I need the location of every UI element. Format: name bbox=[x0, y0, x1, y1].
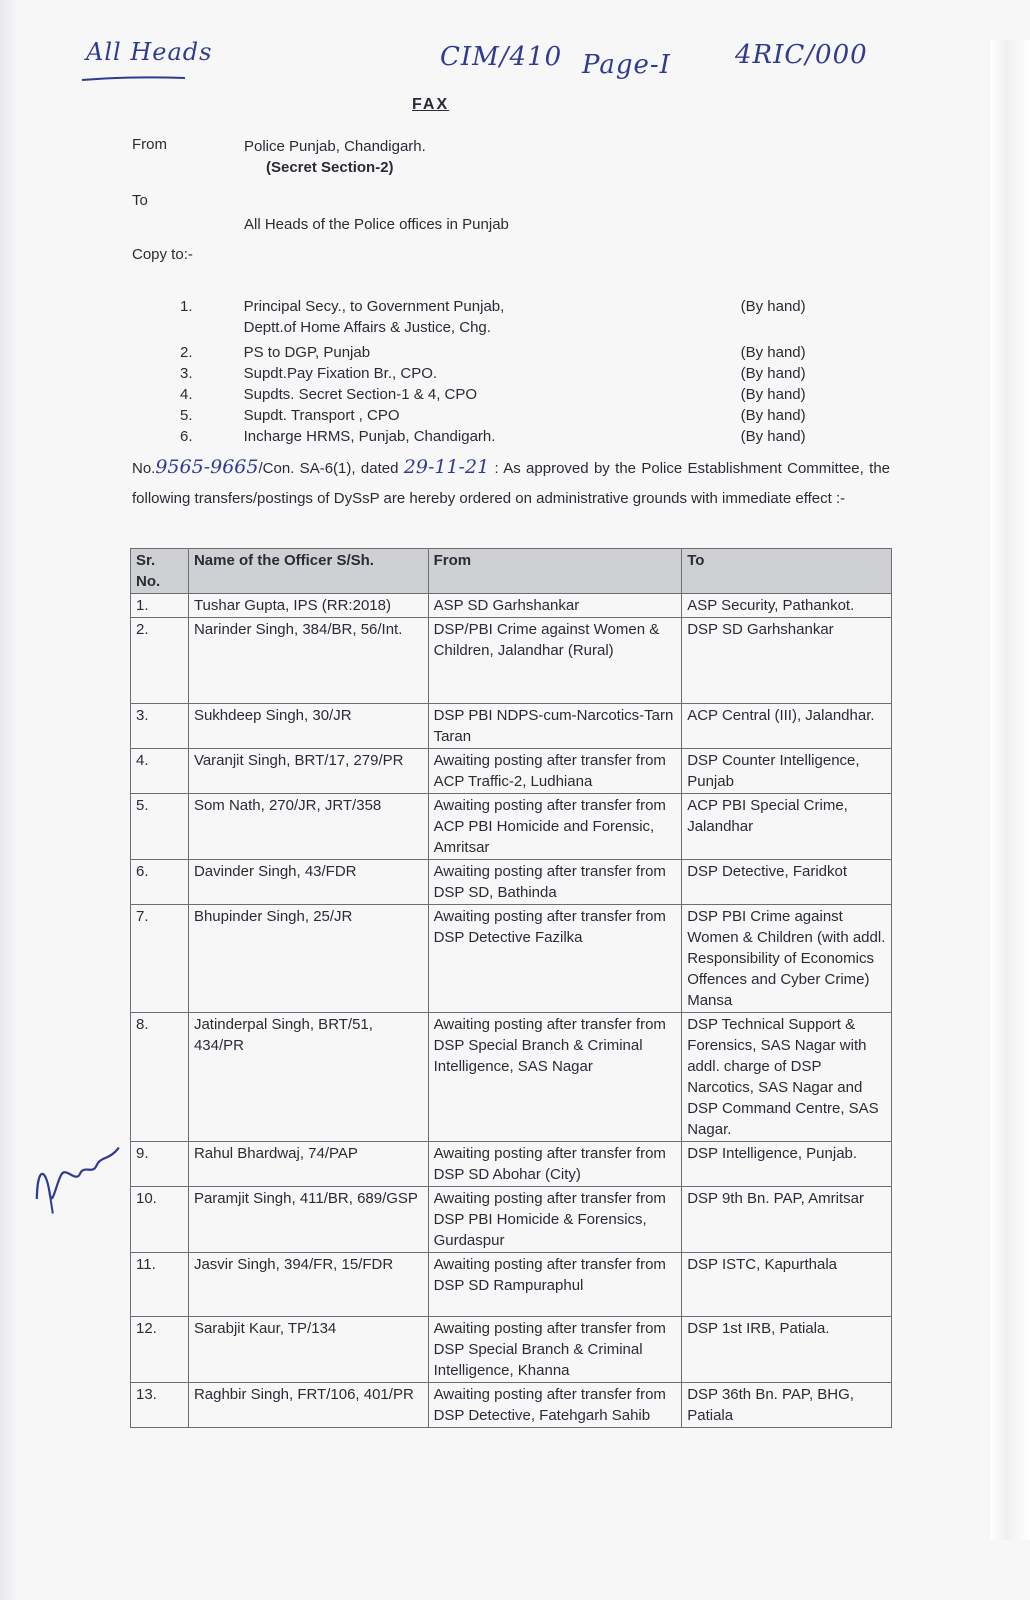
handwritten-file-ref: CIM/410 bbox=[440, 42, 563, 72]
copy-item-mode bbox=[741, 317, 840, 338]
cell-sr: 3. bbox=[131, 704, 189, 749]
table-row bbox=[131, 1013, 892, 1142]
table-row bbox=[131, 1142, 892, 1187]
copy-item-number: 3. bbox=[180, 365, 193, 382]
cell-name: Som Nath, 270/JR, JRT/358 bbox=[188, 794, 428, 860]
handwritten-order-date: 29-11-21 bbox=[403, 456, 490, 478]
cell-name: Sarabjit Kaur, TP/134 bbox=[188, 1317, 428, 1383]
scan-edge-right bbox=[990, 40, 1030, 1540]
signature-scribble bbox=[23, 1137, 135, 1219]
cell-name: Varanjit Singh, BRT/17, 279/PR bbox=[188, 749, 428, 794]
copy-item-mode: (By hand) bbox=[740, 407, 806, 424]
cell-sr: 10. bbox=[131, 1187, 189, 1253]
cell-to: DSP SD Garhshankar bbox=[682, 618, 892, 704]
handwritten-margin-signature bbox=[23, 1137, 136, 1227]
copy-item-text: Principal Secy., to Government Punjab, bbox=[243, 298, 505, 315]
copy-item bbox=[180, 342, 840, 363]
copy-item-mode: (By hand) bbox=[740, 344, 806, 361]
table-header-row bbox=[131, 549, 892, 594]
to-label: To bbox=[132, 192, 148, 209]
from-section: (Secret Section-2) bbox=[266, 159, 394, 176]
cell-from: Awaiting posting after transfer from DSP SD, Bathinda bbox=[428, 860, 682, 905]
copy-item-number: 6. bbox=[180, 428, 193, 445]
cell-name: Davinder Singh, 43/FDR bbox=[188, 860, 428, 905]
copy-item-text: Supdts. Secret Section-1 & 4, CPO bbox=[243, 386, 478, 403]
copy-to-list bbox=[180, 296, 840, 447]
table-row bbox=[131, 594, 892, 618]
cell-sr: 1. bbox=[131, 594, 189, 618]
cell-sr: 13. bbox=[131, 1383, 189, 1428]
cell-to: ACP Central (III), Jalandhar. bbox=[682, 704, 892, 749]
header-sr-no: Sr. No. bbox=[131, 549, 189, 594]
cell-to: DSP 9th Bn. PAP, Amritsar bbox=[682, 1187, 892, 1253]
handwritten-page-ref: Page-I bbox=[582, 50, 671, 80]
table-row bbox=[131, 1317, 892, 1383]
cell-sr: 6. bbox=[131, 860, 189, 905]
fax-title: FAX bbox=[412, 96, 450, 113]
copy-item bbox=[180, 405, 840, 426]
table-row bbox=[131, 794, 892, 860]
cell-to: DSP Intelligence, Punjab. bbox=[682, 1142, 892, 1187]
copy-item-mode: (By hand) bbox=[740, 386, 806, 403]
scan-edge-left bbox=[0, 0, 18, 1600]
cell-name: Tushar Gupta, IPS (RR:2018) bbox=[188, 594, 428, 618]
handwritten-receipt-ref: 4RIC/000 bbox=[735, 40, 868, 70]
cell-to: DSP Counter Intelligence, Punjab bbox=[682, 749, 892, 794]
order-no-suffix: /Con. SA-6(1), dated bbox=[258, 460, 399, 477]
cell-sr: 2. bbox=[131, 618, 189, 704]
copy-item-number bbox=[180, 317, 244, 338]
copy-item bbox=[180, 317, 840, 338]
copy-item bbox=[180, 363, 840, 384]
cell-to: DSP ISTC, Kapurthala bbox=[682, 1253, 892, 1317]
copy-item-mode: (By hand) bbox=[740, 365, 806, 382]
cell-name: Jasvir Singh, 394/FR, 15/FDR bbox=[188, 1253, 428, 1317]
cell-sr: 9. bbox=[131, 1142, 189, 1187]
cell-from: DSP/PBI Crime against Women & Children, Jalandhar (Rural) bbox=[428, 618, 682, 704]
cell-to: DSP 1st IRB, Patiala. bbox=[682, 1317, 892, 1383]
cell-to: DSP Detective, Faridkot bbox=[682, 860, 892, 905]
order-text: : As approved by the Police Establishment Committee, the following transfers/postings of DySsP are hereby ordered on administrative grounds with immediate effect :- bbox=[132, 460, 891, 507]
copy-item-text: Incharge HRMS, Punjab, Chandigarh. bbox=[243, 428, 496, 445]
cell-sr: 12. bbox=[131, 1317, 189, 1383]
cell-sr: 8. bbox=[131, 1013, 189, 1142]
copy-item-text: PS to DGP, Punjab bbox=[243, 344, 371, 361]
order-no-prefix: No. bbox=[132, 460, 156, 477]
cell-from: ASP SD Garhshankar bbox=[428, 594, 682, 618]
copy-item-mode: (By hand) bbox=[740, 298, 806, 315]
copy-item-number: 1. bbox=[180, 298, 193, 315]
cell-from: Awaiting posting after transfer from ACP PBI Homicide and Forensic, Amritsar bbox=[428, 794, 682, 860]
copy-item-mode: (By hand) bbox=[740, 428, 806, 445]
copy-item-number: 4. bbox=[180, 386, 193, 403]
copy-item bbox=[180, 296, 840, 317]
cell-from: Awaiting posting after transfer from DSP PBI Homicide & Forensics, Gurdaspur bbox=[428, 1187, 682, 1253]
cell-sr: 7. bbox=[131, 905, 189, 1013]
handwritten-all-heads: All Heads bbox=[86, 38, 213, 66]
from-value: Police Punjab, Chandigarh. bbox=[244, 138, 426, 155]
table-row bbox=[131, 1383, 892, 1428]
copy-item-number: 2. bbox=[180, 344, 193, 361]
cell-to: ASP Security, Pathankot. bbox=[682, 594, 892, 618]
handwritten-order-number: 9565-9665 bbox=[155, 456, 259, 478]
table-row bbox=[131, 860, 892, 905]
cell-to: DSP PBI Crime against Women & Children (with addl. Responsibility of Economics Offences and Cyber Crime) Mansa bbox=[682, 905, 892, 1013]
header-from: From bbox=[428, 549, 682, 594]
cell-from: Awaiting posting after transfer from ACP Traffic-2, Ludhiana bbox=[428, 749, 682, 794]
cell-name: Rahul Bhardwaj, 74/PAP bbox=[188, 1142, 428, 1187]
cell-to: DSP Technical Support & Forensics, SAS Nagar with addl. charge of DSP Narcotics, SAS Nagar and DSP Command Centre, SAS Nagar. bbox=[682, 1013, 892, 1142]
cell-sr: 5. bbox=[131, 794, 189, 860]
cell-name: Narinder Singh, 384/BR, 56/Int. bbox=[188, 618, 428, 704]
cell-name: Jatinderpal Singh, BRT/51, 434/PR bbox=[188, 1013, 428, 1142]
header-officer-name: Name of the Officer S/Sh. bbox=[188, 549, 428, 594]
cell-to: ACP PBI Special Crime, Jalandhar bbox=[682, 794, 892, 860]
cell-name: Sukhdeep Singh, 30/JR bbox=[188, 704, 428, 749]
cell-name: Raghbir Singh, FRT/106, 401/PR bbox=[188, 1383, 428, 1428]
cell-from: Awaiting posting after transfer from DSP Detective, Fatehgarh Sahib bbox=[428, 1383, 682, 1428]
table-row bbox=[131, 1253, 892, 1317]
cell-name: Bhupinder Singh, 25/JR bbox=[188, 905, 428, 1013]
order-paragraph bbox=[132, 452, 890, 514]
to-value: All Heads of the Police offices in Punjab bbox=[244, 216, 509, 233]
copy-item bbox=[180, 426, 840, 447]
cell-from: Awaiting posting after transfer from DSP Special Branch & Criminal Intelligence, SAS Nagar bbox=[428, 1013, 682, 1142]
cell-from: Awaiting posting after transfer from DSP Detective Fazilka bbox=[428, 905, 682, 1013]
copy-item-text: Supdt.Pay Fixation Br., CPO. bbox=[243, 365, 438, 382]
table-row bbox=[131, 905, 892, 1013]
cell-sr: 11. bbox=[131, 1253, 189, 1317]
copy-item-number: 5. bbox=[180, 407, 193, 424]
cell-name: Paramjit Singh, 411/BR, 689/GSP bbox=[188, 1187, 428, 1253]
table-row bbox=[131, 1187, 892, 1253]
cell-sr: 4. bbox=[131, 749, 189, 794]
cell-from: Awaiting posting after transfer from DSP SD Abohar (City) bbox=[428, 1142, 682, 1187]
copy-item-text: Deptt.of Home Affairs & Justice, Chg. bbox=[243, 319, 491, 336]
from-label: From bbox=[132, 136, 167, 153]
cell-from: DSP PBI NDPS-cum-Narcotics-Tarn Taran bbox=[428, 704, 682, 749]
transfer-table bbox=[130, 548, 892, 1428]
copy-item-text: Supdt. Transport , CPO bbox=[243, 407, 400, 424]
header-to: To bbox=[682, 549, 892, 594]
table-row bbox=[131, 618, 892, 704]
table-row bbox=[131, 704, 892, 749]
cell-to: DSP 36th Bn. PAP, BHG, Patiala bbox=[682, 1383, 892, 1428]
table-row bbox=[131, 749, 892, 794]
copy-item bbox=[180, 384, 840, 405]
copy-to-label: Copy to:- bbox=[132, 246, 193, 263]
cell-from: Awaiting posting after transfer from DSP Special Branch & Criminal Intelligence, Khanna bbox=[428, 1317, 682, 1383]
cell-from: Awaiting posting after transfer from DSP SD Rampuraphul bbox=[428, 1253, 682, 1317]
handwritten-underline bbox=[80, 72, 190, 84]
